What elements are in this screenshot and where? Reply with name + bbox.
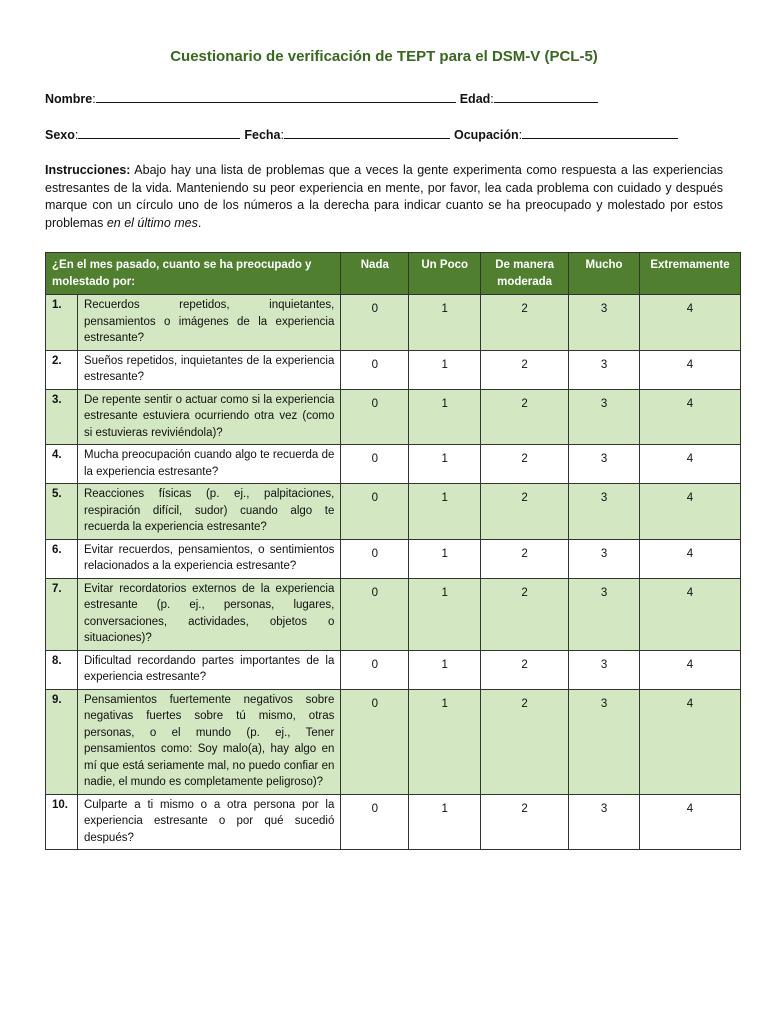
ocupacion-field[interactable] bbox=[522, 126, 678, 139]
pcl5-table bbox=[45, 252, 741, 850]
instructions-end: . bbox=[197, 215, 202, 230]
score-option-nada[interactable]: 0 bbox=[341, 389, 409, 445]
item-number: 2. bbox=[46, 350, 78, 389]
edad-field[interactable] bbox=[494, 90, 598, 103]
instructions-text: Abajo hay una lista de problemas que a veces la gente experimenta como respuesta a las experiencias estresantes de la vida. Manteniendo su peor experiencia en mente, por favor, lea cada problema con cuidado y después marque con un círculo uno de los números a la derecha para indicar cuanto se ha preocupado y molestado por estos problemas bbox=[45, 163, 723, 230]
score-option-moderada[interactable]: 2 bbox=[481, 689, 569, 794]
score-option-nada[interactable]: 0 bbox=[341, 539, 409, 578]
column-header-nada: Nada bbox=[341, 253, 409, 295]
score-option-extremamente[interactable]: 4 bbox=[639, 689, 740, 794]
item-number: 8. bbox=[46, 650, 78, 689]
instructions-label: Instrucciones: bbox=[45, 163, 131, 177]
item-text: Culparte a ti mismo o a otra persona por la experiencia estresante o por qué sucedió después? bbox=[77, 794, 340, 850]
score-option-moderada[interactable]: 2 bbox=[481, 794, 569, 850]
column-header-extremamente: Extremamente bbox=[639, 253, 740, 295]
table-row bbox=[46, 650, 741, 689]
score-option-mucho[interactable]: 3 bbox=[569, 794, 640, 850]
score-option-extremamente[interactable]: 4 bbox=[639, 650, 740, 689]
item-text: De repente sentir o actuar como si la experiencia estresante estuviera ocurriendo otra vez (como si estuvieras reviviéndola)? bbox=[77, 389, 340, 445]
score-option-moderada[interactable]: 2 bbox=[481, 484, 569, 540]
question-header: ¿En el mes pasado, cuanto se ha preocupado y molestado por: bbox=[46, 253, 341, 295]
table-row bbox=[46, 539, 741, 578]
table-row bbox=[46, 794, 741, 850]
score-option-moderada[interactable]: 2 bbox=[481, 350, 569, 389]
table-row bbox=[46, 350, 741, 389]
name-age-row: Nombre: Edad: bbox=[45, 90, 723, 106]
score-option-un-poco[interactable]: 1 bbox=[409, 295, 481, 351]
column-header-mucho: Mucho bbox=[569, 253, 640, 295]
score-option-moderada[interactable]: 2 bbox=[481, 539, 569, 578]
score-option-nada[interactable]: 0 bbox=[341, 484, 409, 540]
sexo-label: Sexo bbox=[45, 128, 75, 142]
score-option-extremamente[interactable]: 4 bbox=[639, 445, 740, 484]
table-header-row bbox=[46, 253, 741, 295]
item-number: 3. bbox=[46, 389, 78, 445]
score-option-extremamente[interactable]: 4 bbox=[639, 794, 740, 850]
ocupacion-label: Ocupación bbox=[454, 128, 519, 142]
table-row bbox=[46, 484, 741, 540]
score-option-mucho[interactable]: 3 bbox=[569, 578, 640, 650]
score-option-mucho[interactable]: 3 bbox=[569, 389, 640, 445]
score-option-un-poco[interactable]: 1 bbox=[409, 578, 481, 650]
score-option-extremamente[interactable]: 4 bbox=[639, 484, 740, 540]
score-option-nada[interactable]: 0 bbox=[341, 350, 409, 389]
table-row bbox=[46, 389, 741, 445]
instructions-paragraph bbox=[45, 162, 723, 232]
item-number: 4. bbox=[46, 445, 78, 484]
nombre-label: Nombre bbox=[45, 92, 93, 106]
score-option-un-poco[interactable]: 1 bbox=[409, 389, 481, 445]
item-number: 1. bbox=[46, 295, 78, 351]
score-option-un-poco[interactable]: 1 bbox=[409, 350, 481, 389]
score-option-extremamente[interactable]: 4 bbox=[639, 350, 740, 389]
score-option-mucho[interactable]: 3 bbox=[569, 539, 640, 578]
score-option-extremamente[interactable]: 4 bbox=[639, 389, 740, 445]
column-header-un-poco: Un Poco bbox=[409, 253, 481, 295]
score-option-nada[interactable]: 0 bbox=[341, 295, 409, 351]
score-option-mucho[interactable]: 3 bbox=[569, 650, 640, 689]
score-option-nada[interactable]: 0 bbox=[341, 578, 409, 650]
item-text: Reacciones físicas (p. ej., palpitaciones, respiración difícil, sudor) cuando algo te recuerda la experiencia estresante? bbox=[77, 484, 340, 540]
score-option-extremamente[interactable]: 4 bbox=[639, 295, 740, 351]
table-row bbox=[46, 295, 741, 351]
item-text: Evitar recordatorios externos de la experiencia estresante (p. ej., personas, lugares, conversaciones, actividades, objetos o situaciones)? bbox=[77, 578, 340, 650]
score-option-mucho[interactable]: 3 bbox=[569, 689, 640, 794]
score-option-mucho[interactable]: 3 bbox=[569, 445, 640, 484]
score-option-mucho[interactable]: 3 bbox=[569, 295, 640, 351]
score-option-moderada[interactable]: 2 bbox=[481, 578, 569, 650]
score-option-moderada[interactable]: 2 bbox=[481, 650, 569, 689]
table-row bbox=[46, 445, 741, 484]
item-text: Dificultad recordando partes importantes de la experiencia estresante? bbox=[77, 650, 340, 689]
sex-date-job-row: Sexo: Fecha: Ocupación: bbox=[45, 126, 723, 142]
nombre-field[interactable] bbox=[96, 90, 456, 103]
instructions-emphasis: en el último mes bbox=[106, 215, 198, 230]
score-option-un-poco[interactable]: 1 bbox=[409, 794, 481, 850]
score-option-un-poco[interactable]: 1 bbox=[409, 650, 481, 689]
score-option-nada[interactable]: 0 bbox=[341, 650, 409, 689]
score-option-moderada[interactable]: 2 bbox=[481, 445, 569, 484]
edad-label: Edad bbox=[459, 92, 491, 106]
item-text: Pensamientos fuertemente negativos sobre negativas fuertes sobre tú mismo, otras personas, o el mundo (p. ej., Tener pensamientos como: Soy malo(a), hay algo en mí que está seriamente mal, no puedo confiar en nadie, el mundo es completamente peligroso)? bbox=[77, 689, 340, 794]
form-title: Cuestionario de verificación de TEPT para el DSM-V (PCL-5) bbox=[170, 48, 598, 65]
fecha-field[interactable] bbox=[284, 126, 450, 139]
score-option-moderada[interactable]: 2 bbox=[481, 389, 569, 445]
score-option-moderada[interactable]: 2 bbox=[481, 295, 569, 351]
table-row bbox=[46, 689, 741, 794]
score-option-mucho[interactable]: 3 bbox=[569, 484, 640, 540]
item-number: 9. bbox=[46, 689, 78, 794]
table-row bbox=[46, 578, 741, 650]
score-option-un-poco[interactable]: 1 bbox=[409, 445, 481, 484]
item-text: Sueños repetidos, inquietantes de la experiencia estresante? bbox=[77, 350, 340, 389]
score-option-extremamente[interactable]: 4 bbox=[639, 578, 740, 650]
sexo-field[interactable] bbox=[78, 126, 240, 139]
fecha-label: Fecha bbox=[244, 128, 281, 142]
score-option-nada[interactable]: 0 bbox=[341, 689, 409, 794]
item-text: Recuerdos repetidos, inquietantes, pensamientos o imágenes de la experiencia estresante? bbox=[77, 295, 340, 351]
score-option-un-poco[interactable]: 1 bbox=[409, 539, 481, 578]
score-option-un-poco[interactable]: 1 bbox=[409, 689, 481, 794]
score-option-nada[interactable]: 0 bbox=[341, 794, 409, 850]
item-text: Evitar recuerdos, pensamientos, o sentimientos relacionados a la experiencia estresante? bbox=[77, 539, 340, 578]
column-header-moderada: De manera moderada bbox=[481, 253, 569, 295]
score-option-extremamente[interactable]: 4 bbox=[639, 539, 740, 578]
item-number: 7. bbox=[46, 578, 78, 650]
item-number: 6. bbox=[46, 539, 78, 578]
item-number: 5. bbox=[46, 484, 78, 540]
item-number: 10. bbox=[46, 794, 78, 850]
score-option-un-poco[interactable]: 1 bbox=[409, 484, 481, 540]
table-body bbox=[46, 295, 741, 850]
item-text: Mucha preocupación cuando algo te recuerda de la experiencia estresante? bbox=[77, 445, 340, 484]
score-option-mucho[interactable]: 3 bbox=[569, 350, 640, 389]
score-option-nada[interactable]: 0 bbox=[341, 445, 409, 484]
